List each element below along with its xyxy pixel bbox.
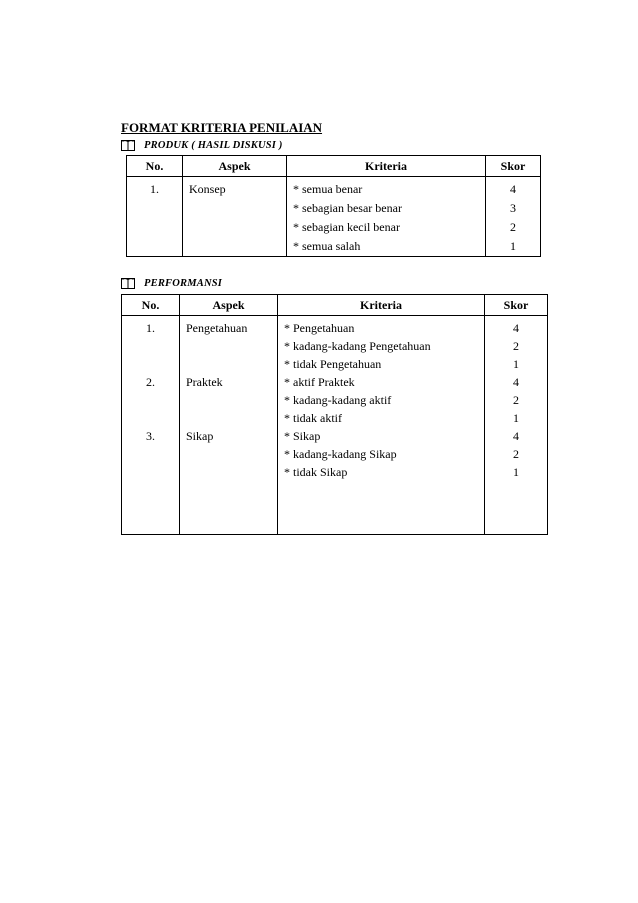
cell-aspek — [180, 316, 278, 535]
header-aspek: Aspek — [183, 156, 287, 177]
header-kriteria: Kriteria — [287, 156, 486, 177]
table-header-row — [122, 295, 548, 316]
table-row — [127, 177, 541, 257]
header-no: No. — [122, 295, 180, 316]
header-skor: Skor — [486, 156, 541, 177]
aspect-label: Pengetahuan — [186, 321, 248, 335]
cell-kriteria — [287, 177, 486, 257]
score-value: 2 — [513, 339, 519, 353]
produk-table — [126, 155, 541, 257]
row-number: 2. — [146, 375, 155, 389]
cell-text: Konsep — [189, 182, 226, 196]
section-produk-title: PRODUK ( HASIL DISKUSI ) — [144, 139, 283, 151]
cell-kriteria — [278, 316, 485, 535]
cell-text: 1. — [150, 182, 159, 196]
criteria-line: * kadang-kadang Pengetahuan — [284, 339, 431, 353]
row-number: 3. — [146, 429, 155, 443]
table-header-row — [127, 156, 541, 177]
aspect-label: Sikap — [186, 429, 214, 443]
criteria-line: * semua salah — [293, 239, 361, 253]
score-value: 1 — [510, 239, 516, 253]
cell-skor — [485, 316, 548, 535]
aspect-label: Praktek — [186, 375, 223, 389]
score-value: 1 — [513, 411, 519, 425]
cell-aspek — [183, 177, 287, 257]
section-performansi-title: PERFORMANSI — [144, 277, 223, 289]
row-number: 1. — [146, 321, 155, 335]
cell-no — [122, 316, 180, 535]
criteria-line: * Pengetahuan — [284, 321, 355, 335]
criteria-line: * Sikap — [284, 429, 321, 443]
cell-skor — [486, 177, 541, 257]
book-icon — [121, 277, 135, 289]
score-value: 4 — [513, 321, 519, 335]
criteria-line: * tidak Pengetahuan — [284, 357, 382, 371]
score-value: 4 — [513, 375, 519, 389]
section-produk-heading — [121, 139, 283, 151]
cell-no — [127, 177, 183, 257]
performansi-table — [121, 294, 548, 535]
score-value: 2 — [513, 447, 519, 461]
criteria-line: * aktif Praktek — [284, 375, 355, 389]
criteria-line: * sebagian kecil benar — [293, 220, 400, 234]
header-kriteria: Kriteria — [278, 295, 485, 316]
criteria-line: * tidak aktif — [284, 411, 342, 425]
score-value: 2 — [513, 393, 519, 407]
criteria-line: * sebagian besar benar — [293, 201, 402, 215]
score-value: 4 — [510, 182, 516, 196]
criteria-line: * semua benar — [293, 182, 363, 196]
book-icon — [121, 139, 135, 151]
table-row — [122, 316, 548, 535]
criteria-line: * tidak Sikap — [284, 465, 348, 479]
score-value: 4 — [513, 429, 519, 443]
score-value: 3 — [510, 201, 516, 215]
header-skor: Skor — [485, 295, 548, 316]
criteria-line: * kadang-kadang aktif — [284, 393, 392, 407]
score-value: 1 — [513, 465, 519, 479]
header-no: No. — [127, 156, 183, 177]
header-aspek: Aspek — [180, 295, 278, 316]
page-title: FORMAT KRITERIA PENILAIAN — [121, 120, 323, 135]
score-value: 2 — [510, 220, 516, 234]
score-value: 1 — [513, 357, 519, 371]
criteria-line: * kadang-kadang Sikap — [284, 447, 397, 461]
section-performansi-heading — [121, 277, 222, 289]
